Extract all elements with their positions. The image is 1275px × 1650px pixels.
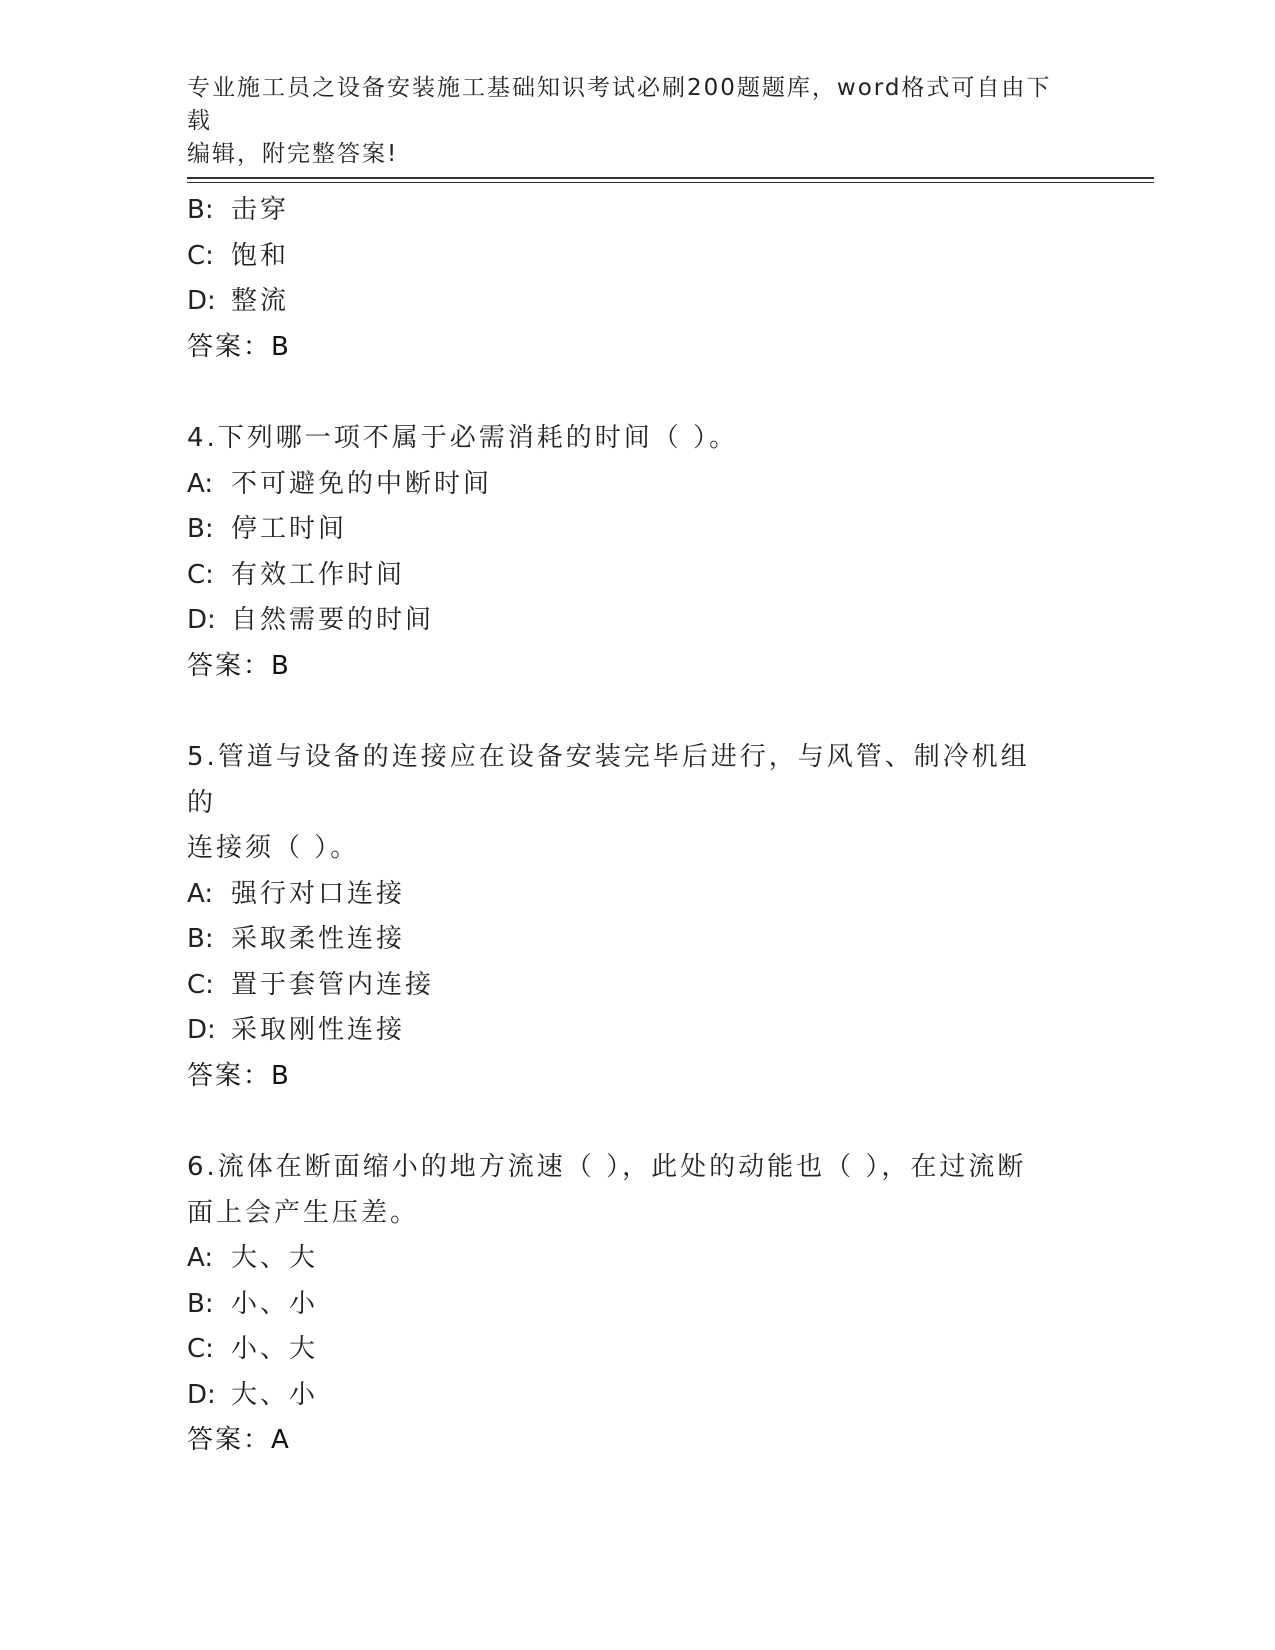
question-4-block (187, 416, 1067, 689)
option-text: 停工时间 (231, 514, 348, 544)
option-text: 不可避免的中断时间 (231, 468, 493, 499)
question-content (187, 188, 1067, 1464)
option-text: 大、小 (231, 1379, 319, 1410)
document-header (187, 72, 1067, 171)
spacer (187, 689, 1067, 735)
option-prefix: B: (187, 924, 214, 954)
option-prefix: A: (187, 878, 214, 909)
option-d (187, 1008, 1067, 1054)
spacer (187, 1099, 1067, 1145)
option-b (187, 188, 1067, 234)
option-b (187, 917, 1067, 963)
header-title-line-2: 编辑，附完整答案! (187, 141, 399, 167)
header-divider-thin (187, 182, 1154, 183)
question-6-block (187, 1145, 1067, 1464)
option-prefix: C: (187, 1334, 214, 1364)
option-prefix: D: (187, 1379, 216, 1410)
question-text-line-1: 6.流体在断面缩小的地方流速（ ），此处的动能也（ ），在过流断 (187, 1152, 1027, 1182)
option-a (187, 1236, 1067, 1282)
option-text: 击穿 (231, 195, 290, 225)
option-c (187, 234, 1067, 280)
option-d (187, 279, 1067, 325)
option-text: 小、小 (231, 1288, 319, 1319)
option-text: 小、大 (231, 1334, 319, 1364)
option-a (187, 872, 1067, 918)
option-prefix: C: (187, 969, 214, 1000)
option-prefix: B: (187, 195, 214, 225)
option-prefix: B: (187, 514, 214, 544)
option-text: 饱和 (231, 240, 290, 271)
question-text-line-2: 面上会产生压差。 (187, 1197, 420, 1228)
question-text: 4.下列哪一项不属于必需消耗的时间（ ）。 (187, 423, 739, 453)
answer-line: 答案：B (187, 650, 291, 681)
option-b (187, 1282, 1067, 1328)
question-text-line-2: 连接须（ ）。 (187, 833, 360, 863)
question-text-line-1: 5.管道与设备的连接应在设备安装完毕后进行，与风管、制冷机组的 (187, 742, 1030, 818)
option-text: 有效工作时间 (231, 559, 406, 590)
option-text: 强行对口连接 (231, 878, 406, 909)
option-d (187, 1373, 1067, 1419)
option-text: 置于套管内连接 (231, 969, 435, 1000)
question-5-block (187, 735, 1067, 1099)
option-prefix: A: (187, 1243, 214, 1273)
option-b (187, 507, 1067, 553)
option-d (187, 598, 1067, 644)
option-text: 整流 (231, 286, 290, 316)
option-text: 采取柔性连接 (231, 924, 406, 954)
option-prefix: C: (187, 559, 214, 590)
option-prefix: A: (187, 468, 214, 499)
option-prefix: C: (187, 240, 214, 271)
answer-line: 答案：B (187, 1060, 291, 1091)
answer-line: 答案：A (187, 1425, 291, 1455)
option-prefix: D: (187, 286, 216, 316)
header-title-line-1: 专业施工员之设备安装施工基础知识考试必刷200题题库，word格式可自由下载 (187, 75, 1052, 134)
option-prefix: D: (187, 605, 216, 635)
header-divider-thick (187, 177, 1154, 179)
question-3-block (187, 188, 1067, 370)
option-c (187, 553, 1067, 599)
option-c (187, 1327, 1067, 1373)
option-c (187, 963, 1067, 1009)
option-a (187, 462, 1067, 508)
spacer (187, 370, 1067, 416)
option-text: 大、大 (231, 1243, 319, 1273)
option-text: 采取刚性连接 (231, 1015, 406, 1045)
option-text: 自然需要的时间 (231, 605, 435, 635)
option-prefix: B: (187, 1288, 214, 1319)
answer-line: 答案：B (187, 331, 291, 362)
option-prefix: D: (187, 1015, 216, 1045)
